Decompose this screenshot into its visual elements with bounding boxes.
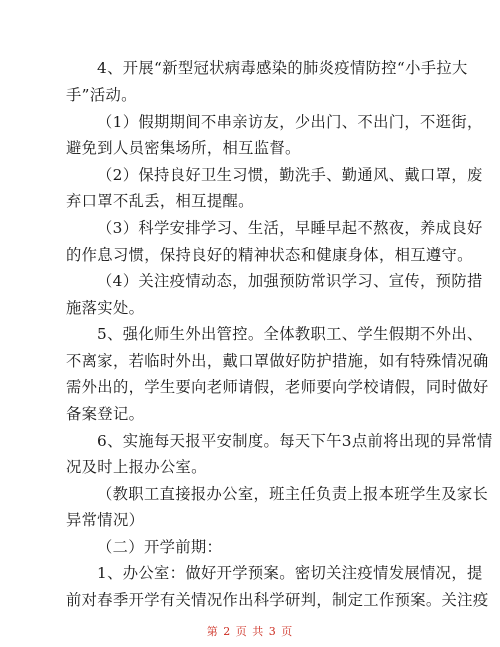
paragraph-line: 5、强化师生外出管控。全体教职工、学生假期不外出、 [97, 325, 483, 343]
page-number-footer: 第 2 页 共 3 页 [206, 625, 294, 638]
section-heading: （二）开学前期： [97, 538, 223, 556]
paragraph-line: （1）假期期间不串亲访友，少出门、不出门，不逛街， [97, 113, 483, 131]
paragraph-line: 6、实施每天报平安制度。每天下午3点前将出现的异常情 [97, 432, 493, 450]
paragraph-line: 弃口罩不乱丢，相互提醒。 [66, 192, 254, 210]
paragraph-line: 避免到人员密集场所，相互监督。 [66, 139, 301, 157]
paragraph-line: 手”活动。 [66, 86, 137, 104]
paragraph-line: 施落实处。 [66, 299, 145, 317]
paragraph-line: 备案登记。 [66, 405, 145, 423]
paragraph-line: 况及时上报办公室。 [66, 458, 207, 476]
paragraph-line: 的作息习惯，保持良好的精神状态和健康身体，相互遵守。 [66, 246, 473, 264]
paragraph-line: （4）关注疫情动态，加强预防常识学习、宣传，预防措 [97, 272, 483, 290]
paragraph-line: 4、开展“新型冠状病毒感染的肺炎疫情防控“小手拉大 [97, 59, 468, 77]
paragraph-line: （2）保持良好卫生习惯，勤洗手、勤通风、戴口罩，废 [97, 166, 483, 184]
paragraph-line: 异常情况） [66, 511, 145, 529]
paragraph-line: 不离家，若临时外出，戴口罩做好防护措施，如有特殊情况确 [66, 352, 489, 370]
paragraph-line: 前对春季开学有关情况作出科学研判，制定工作预案。关注疫 [66, 591, 489, 609]
paragraph-line: 需外出的，学生要向老师请假，老师要向学校请假，同时做好 [66, 378, 489, 396]
paragraph-line: （教职工直接报办公室，班主任负责上报本班学生及家长 [97, 485, 489, 503]
paragraph-line: （3）科学安排学习、生活，早睡早起不熬夜，养成良好 [97, 219, 483, 237]
paragraph-line: 1、办公室：做好开学预案。密切关注疫情发展情况，提 [97, 564, 483, 582]
